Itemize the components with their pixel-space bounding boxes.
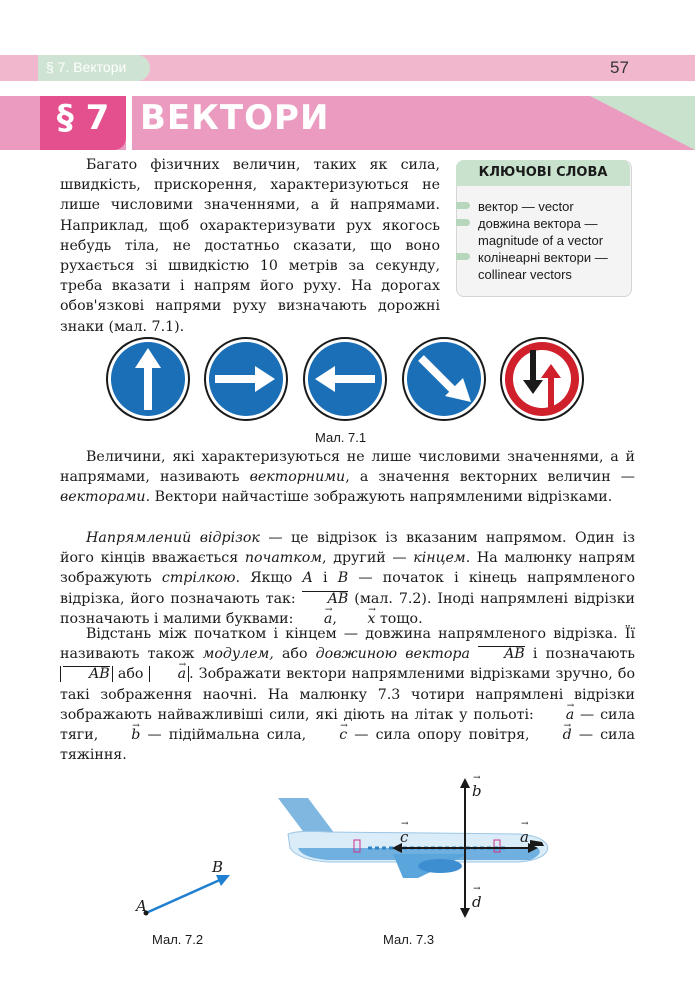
paragraph-intro: Багато фізичних величин, таких як сила, швидкість, прискорення, характеризуються не лише числовими значеннями, а й напрямами. Наприклад, щоб охарактеризувати рух якогось небудь тіла, не достатньо сказати, що воно рухається зі швидкістю 10 метрів за секунду, треба вказати і напрям його руху. На дорогах обов'язкові напрями руху визначають дорожні знаки (мал. 7.1). bbox=[60, 157, 440, 335]
keyword-item: magnitude of a vector bbox=[478, 233, 604, 248]
vector-d-label: d → bbox=[472, 893, 482, 911]
vector-b-label: b → bbox=[472, 782, 482, 800]
keyword-bullet bbox=[456, 253, 470, 260]
paragraph-vector-length: Відстань між початком і кінцем — довжина напрямленого відрізка. Її називають також модулем, або довжиною вектора AB і позначають AB або a → . Зображати вектори напрямленими відрізками зручно, бо такі зображення наочні. На малюнку 7.3 чотири напрямлені відрізки зображають найважливіші сили, які діють на літак у польоті: a → — сила тяги, b → — підіймальна сила, c → — сила опору повітря, d → — сила тяжіння. bbox=[60, 624, 635, 765]
airplane-icon bbox=[278, 798, 548, 878]
sign-right-icon bbox=[205, 338, 287, 420]
point-A-label: A bbox=[136, 897, 147, 915]
keyword-item: collinear vectors bbox=[478, 267, 572, 282]
keyword-bullet bbox=[456, 202, 470, 209]
sign-diagonal-icon bbox=[403, 338, 485, 420]
road-signs-figure bbox=[105, 336, 585, 424]
section-number: § 7 bbox=[56, 98, 110, 138]
figure-caption-7-1: Мал. 7.1 bbox=[315, 430, 367, 445]
sign-left-icon bbox=[304, 338, 386, 420]
figure-7-3-airplane bbox=[268, 778, 558, 920]
figure-caption-7-3: Мал. 7.3 bbox=[383, 932, 435, 947]
point-B-label: B bbox=[212, 858, 224, 876]
title-band-accent bbox=[590, 96, 695, 150]
keyword-item: довжина вектора — bbox=[478, 216, 598, 231]
sign-priority-oncoming-icon bbox=[501, 338, 583, 420]
keyword-item: колінеарні вектори — bbox=[478, 250, 608, 265]
header-section-label: § 7. Вектори bbox=[46, 59, 127, 75]
keywords-title: КЛЮЧОВІ СЛОВА bbox=[478, 165, 608, 180]
paragraph-vector-quantities: Величини, які характеризуються не лише числовими значеннями, а й напрямами, називають векторними, а значення векторних величин — векторами. Вектори найчастіше зображують напрямленими відрізками. bbox=[60, 449, 635, 506]
paragraph-directed-segment: Напрямлений відрізок — це відрізок із вказаним напрямом. Один із його кінців вважається початком, другий — кінцем. На малюнку напрям зображують стрілкою. Якщо A і B — початок і кінець напрямленого відрізка, його позначають так: AB (мал. 7.2). Іноді напрямлені відрізки позначають і малими буквами: a →, x → тощо. bbox=[60, 528, 635, 629]
figure-caption-7-2: Мал. 7.2 bbox=[152, 932, 204, 947]
keyword-bullet bbox=[456, 219, 470, 226]
page-title: ВЕКТОРИ bbox=[140, 98, 330, 138]
keyword-item: вектор — vector bbox=[478, 199, 574, 214]
sign-straight-icon bbox=[107, 338, 189, 420]
vector-a-label: a → bbox=[520, 828, 529, 846]
title-separator bbox=[126, 96, 132, 150]
page-number: 57 bbox=[610, 58, 629, 77]
vector-c-label: c → bbox=[400, 828, 408, 846]
